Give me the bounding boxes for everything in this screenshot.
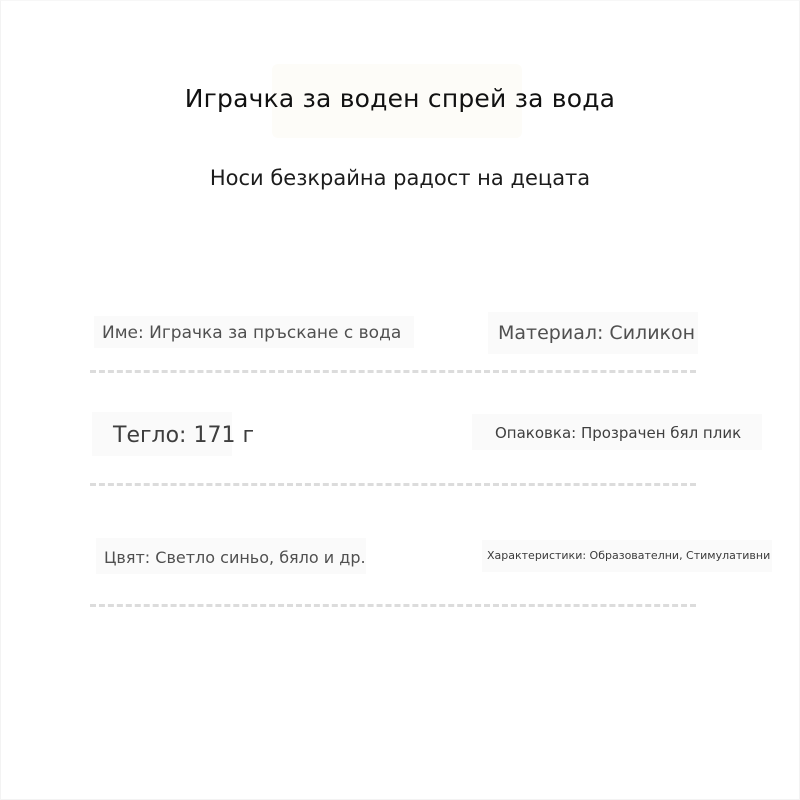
- product-subtitle: Носи безкрайна радост на децата: [209, 166, 591, 190]
- spec-material: Материал: Силикон: [498, 322, 696, 344]
- spec-name: Име: Играчка за пръскане с вода: [102, 323, 402, 343]
- spec-features: Характеристики: Образователни, Стимулативни: [487, 549, 771, 562]
- divider: [90, 483, 696, 486]
- divider: [90, 370, 696, 373]
- product-title: Играчка за воден спрей за вода: [184, 84, 616, 113]
- divider: [90, 604, 696, 607]
- spec-weight: Тегло: 171 г: [113, 423, 255, 448]
- spec-color: Цвят: Светло синьо, бяло и др.: [104, 548, 366, 567]
- spec-packaging: Опаковка: Прозрачен бял плик: [495, 424, 742, 442]
